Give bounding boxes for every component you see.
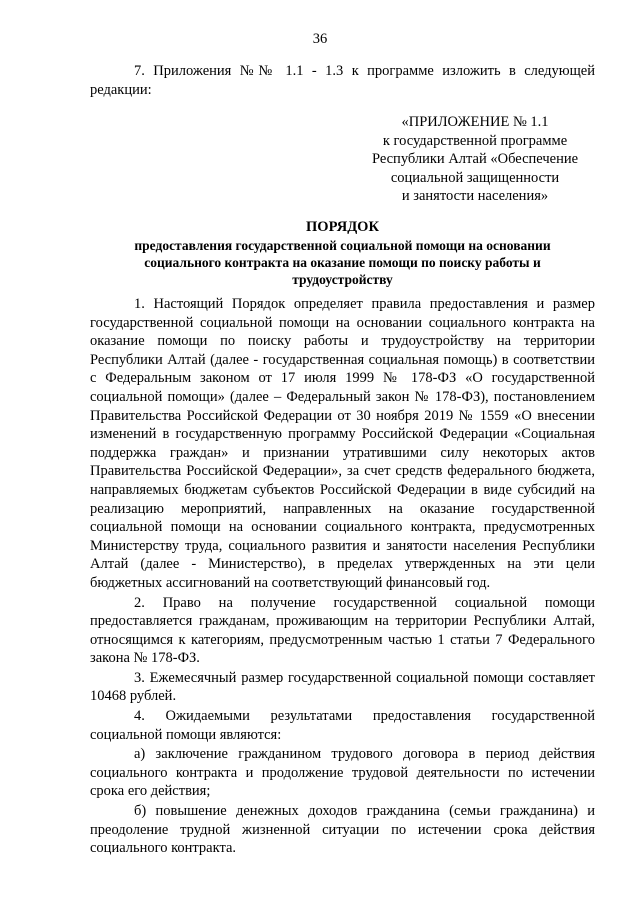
appendix-line: к государственной программе xyxy=(382,132,568,149)
paragraph-1: 1. Настоящий Порядок определяет правила предоставления и размер государственной социальной помощи на основании социального контракта на оказание помощи по поиску работы и трудоустройству на территории Республики Алтай (далее - государственная социальная помощь) в соответствии с Федеральным законом от 17 июля 1999 № 178-ФЗ «О государственной социальной помощи» (далее – Федеральный закон № 178-ФЗ), постановлением Правительства Российской Федерации от 30 ноября 2019 № 1559 «О внесении изменений в государственную программу Российской Федерации «Социальная поддержка граждан» и признании утратившими силу некоторых актов Правительства Российской Федерации», за счет средств федерального бюджета, направляемых бюджетам субъектов Российской Федерации в виде субсидий на реализацию мероприятий, направленных на оказание государственной социальной помощи на основании социального контракта, предусмотренных Министерству труда, социального развития и занятости населения Республики Алтай (далее - Министерство), в пределах утвержденных на эти цели бюджетных ассигнований на соответствующий финансовый год. xyxy=(90,296,595,591)
document-heading xyxy=(100,218,585,288)
paragraph-3: 3. Ежемесячный размер государственной социальной помощи составляет 10468 рублей. xyxy=(90,669,595,705)
paragraph-4b: б) повышение денежных доходов гражданина (семьи гражданина) и преодоление трудной жизненной ситуации по истечении срока действия социального контракта. xyxy=(90,803,595,857)
page-number: 36 xyxy=(312,31,328,47)
paragraph-4a: а) заключение гражданином трудового договора в период действия социального контракта и продолжение трудовой деятельности по истечении срока его действия; xyxy=(90,746,595,800)
paragraph-2: 2. Право на получение государственной социальной помощи предоставляется гражданам, проживающим на территории Республики Алтай, относящимся к категориям, предусмотренным частью 1 статьи 7 Федерального закона № 178-ФЗ. xyxy=(90,594,595,667)
intro-paragraph xyxy=(90,62,595,99)
appendix-line: социальной защищенности xyxy=(390,169,560,186)
document-body xyxy=(90,295,595,858)
heading-title: ПОРЯДОК xyxy=(306,219,379,235)
appendix-line: Республики Алтай «Обеспечение xyxy=(371,151,579,167)
appendix-reference xyxy=(345,113,605,206)
appendix-line: и занятости населения» xyxy=(401,188,549,204)
heading-subtitle: предоставления государственной социальной помощи на основании социального контракта на оказание помощи по поиску работы и трудоустройству xyxy=(134,238,551,287)
intro-text: 7. Приложения №№ 1.1 - 1.3 к программе изложить в следующей редакции: xyxy=(90,63,595,98)
paragraph-4: 4. Ожидаемыми результатами предоставления государственной социальной помощи являются: xyxy=(90,708,595,743)
appendix-line: «ПРИЛОЖЕНИЕ № 1.1 xyxy=(401,114,549,130)
